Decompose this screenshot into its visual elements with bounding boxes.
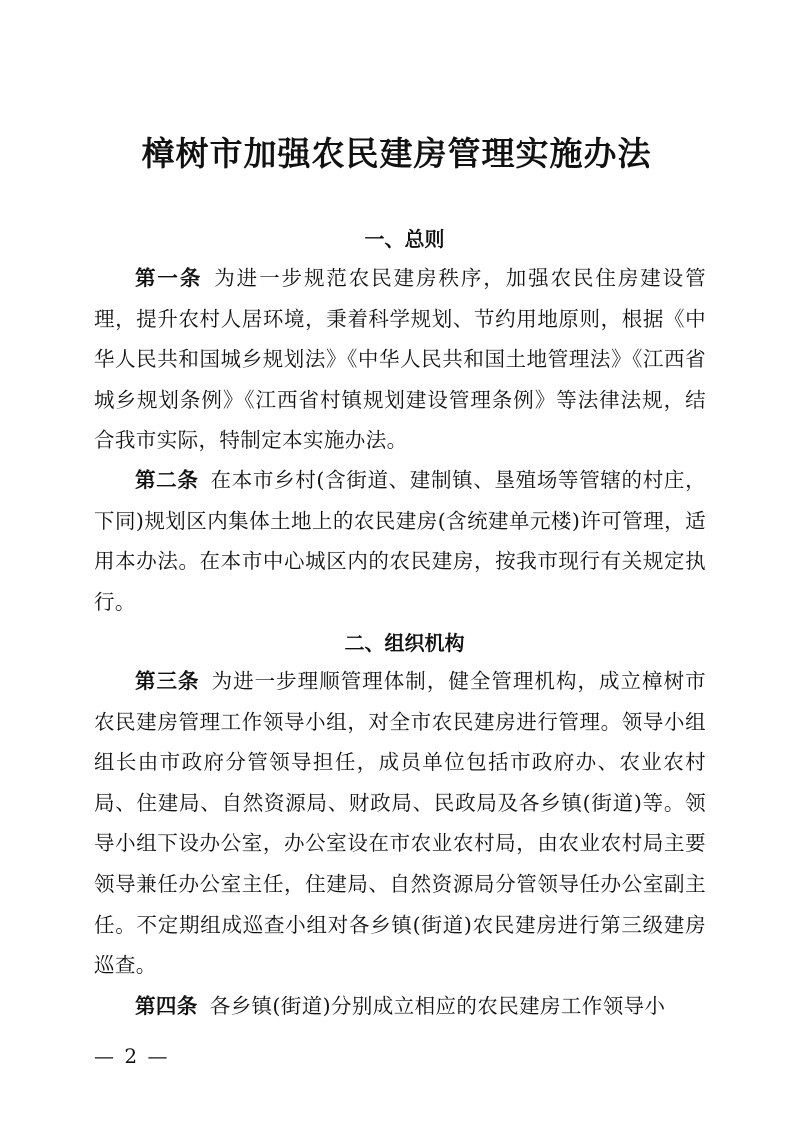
article-text: 在本市乡村(含街道、建制镇、垦殖场等管辖的村庄，下同)规划区内集体土地上的农民建房(含统建单元楼)许可管理，适用本办法。在本市中心城区内的农民建房，按我市现行有关规定执行。 <box>94 468 706 614</box>
article-label: 第一条 <box>135 266 203 290</box>
article-1 <box>94 258 706 461</box>
article-text: 各乡镇(街道)分别成立相应的农民建房工作领导小 <box>209 994 666 1018</box>
article-3 <box>94 661 706 986</box>
article-text: 为进一步理顺管理体制，健全管理机构，成立樟树市农民建房管理工作领导小组，对全市农民建房进行管理。领导小组组长由市政府分管领导担任，成员单位包括市政府办、农业农村局、住建局、自然资源局、财政局、民政局及各乡镇(街道)等。领导小组下设办公室，办公室设在市农业农村局，由农业农村局主要领导兼任办公室主任，住建局、自然资源局分管领导任办公室副主任。不定期组成巡查小组对各乡镇(街道)农民建房进行第三级建房巡查。 <box>94 669 706 978</box>
article-label: 第二条 <box>135 468 199 492</box>
article-label: 第三条 <box>135 669 200 693</box>
document-title: 樟树市加强农民建房管理实施办法 <box>141 134 652 173</box>
article-2 <box>94 460 706 622</box>
page-number: — 2 — <box>94 1044 170 1068</box>
section-heading-general: 一、总则 <box>364 227 445 251</box>
article-text: 为进一步规范农民建房秩序，加强农民住房建设管理，提升农村人居环境，秉着科学规划、节约用地原则，根据《中华人民共和国城乡规划法》《中华人民共和国土地管理法》《江西省城乡规划条例》《江西省村镇规划建设管理条例》等法律法规，结合我市实际，特制定本实施办法。 <box>94 266 706 453</box>
article-label: 第四条 <box>135 994 198 1018</box>
article-4 <box>94 986 706 1027</box>
section-heading-organization: 二、组织机构 <box>344 631 465 655</box>
